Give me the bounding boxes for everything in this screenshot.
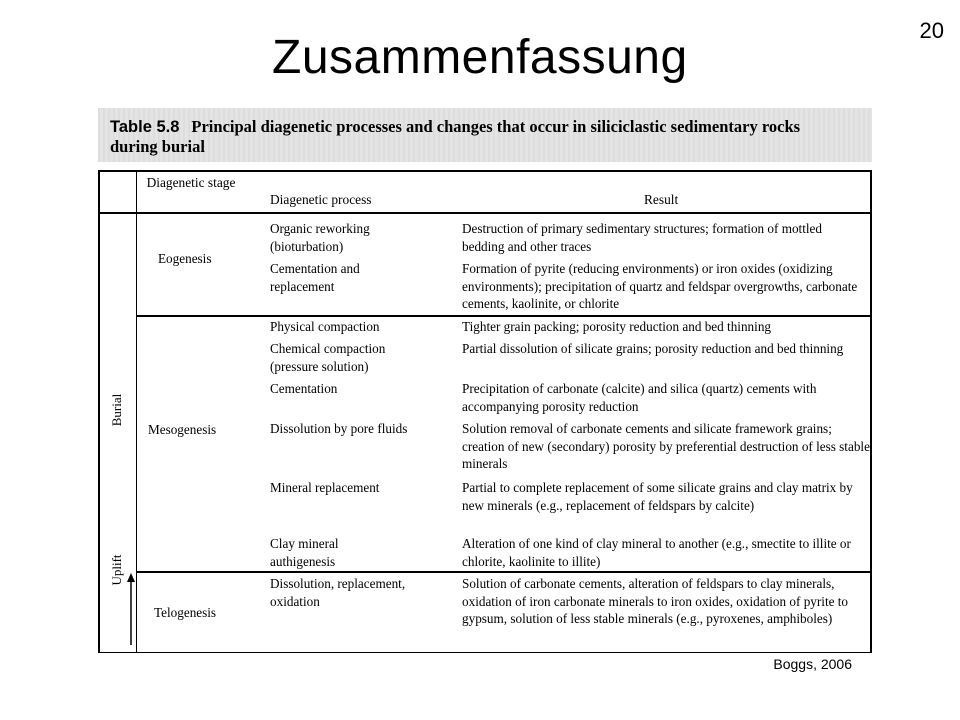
process-cell: Chemical compaction (pressure solution) <box>270 341 386 374</box>
burial-label: Burial <box>109 393 124 427</box>
uplift-arrow-icon <box>127 573 135 645</box>
process-cell: Dissolution by pore fluids <box>270 421 408 436</box>
diagenesis-table <box>98 170 872 653</box>
process-cell: Organic reworking (bioturbation) <box>270 221 370 254</box>
process-cell: Cementation and replacement <box>270 261 360 294</box>
stage-eogenesis: Eogenesis <box>158 251 212 266</box>
side-column-rule <box>136 170 137 653</box>
result-cell: Destruction of primary sedimentary structures; formation of mottled bedding and other traces <box>462 221 822 254</box>
process-cell: Physical compaction <box>270 319 380 334</box>
header-bottom-rule <box>100 212 870 214</box>
process-cell: Dissolution, replacement, oxidation <box>270 576 406 609</box>
table-caption <box>110 117 850 156</box>
process-cell: Mineral replacement <box>270 480 380 495</box>
header-result: Result <box>644 192 679 207</box>
result-cell: Partial dissolution of silicate grains; porosity reduction and bed thinning <box>462 341 844 356</box>
table-caption-text: Principal diagenetic processes and changes that occur in siliciclastic sedimentary rocks during burial <box>110 117 801 156</box>
result-cell: Solution removal of carbonate cements and silicate framework grains; creation of new (secondary) porosity by preferential destruction of less stable minerals <box>462 421 870 471</box>
mesogenesis-bottom-rule <box>136 571 870 573</box>
header-stage: Diagenetic stage <box>146 175 236 190</box>
stage-telogenesis: Telogenesis <box>154 605 217 620</box>
table-number: Table 5.8 <box>110 118 180 136</box>
slide-title: Zusammenfassung <box>272 31 688 84</box>
slide-number: 20 <box>919 18 944 43</box>
process-cell: Cementation <box>270 381 338 396</box>
table-caption-band <box>98 108 872 162</box>
uplift-label: Uplift <box>109 554 124 586</box>
header-process: Diagenetic process <box>270 192 372 207</box>
result-cell: Formation of pyrite (reducing environments) or iron oxides (oxidizing environments); precipitation of quartz and feldspar overgrowths, carbonate cements, kaolinite, or chlorite <box>462 261 858 311</box>
result-cell: Precipitation of carbonate (calcite) and silica (quartz) cements with accompanying porosity reduction <box>462 381 817 414</box>
eogenesis-bottom-rule <box>136 315 870 317</box>
process-cell: Clay mineral authigenesis <box>270 536 339 569</box>
result-cell: Alteration of one kind of clay mineral to another (e.g., smectite to illite or chlorite, kaolinite to illite) <box>462 536 851 569</box>
result-cell: Solution of carbonate cements, alteration of feldspars to clay minerals, oxidation of iron carbonate minerals to iron oxides, oxidation of pyrite to gypsum, solution of less stable minerals (e.g., pyroxenes, amphiboles) <box>462 576 849 626</box>
table-top-rule <box>100 170 870 172</box>
stage-mesogenesis: Mesogenesis <box>148 422 217 437</box>
result-cell: Tighter grain packing; porosity reduction and bed thinning <box>462 319 772 334</box>
result-cell: Partial to complete replacement of some silicate grains and clay matrix by new minerals (e.g., replacement of feldspars by calcite) <box>462 480 853 513</box>
source-citation: Boggs, 2006 <box>773 656 852 672</box>
scanned-table <box>98 108 872 653</box>
